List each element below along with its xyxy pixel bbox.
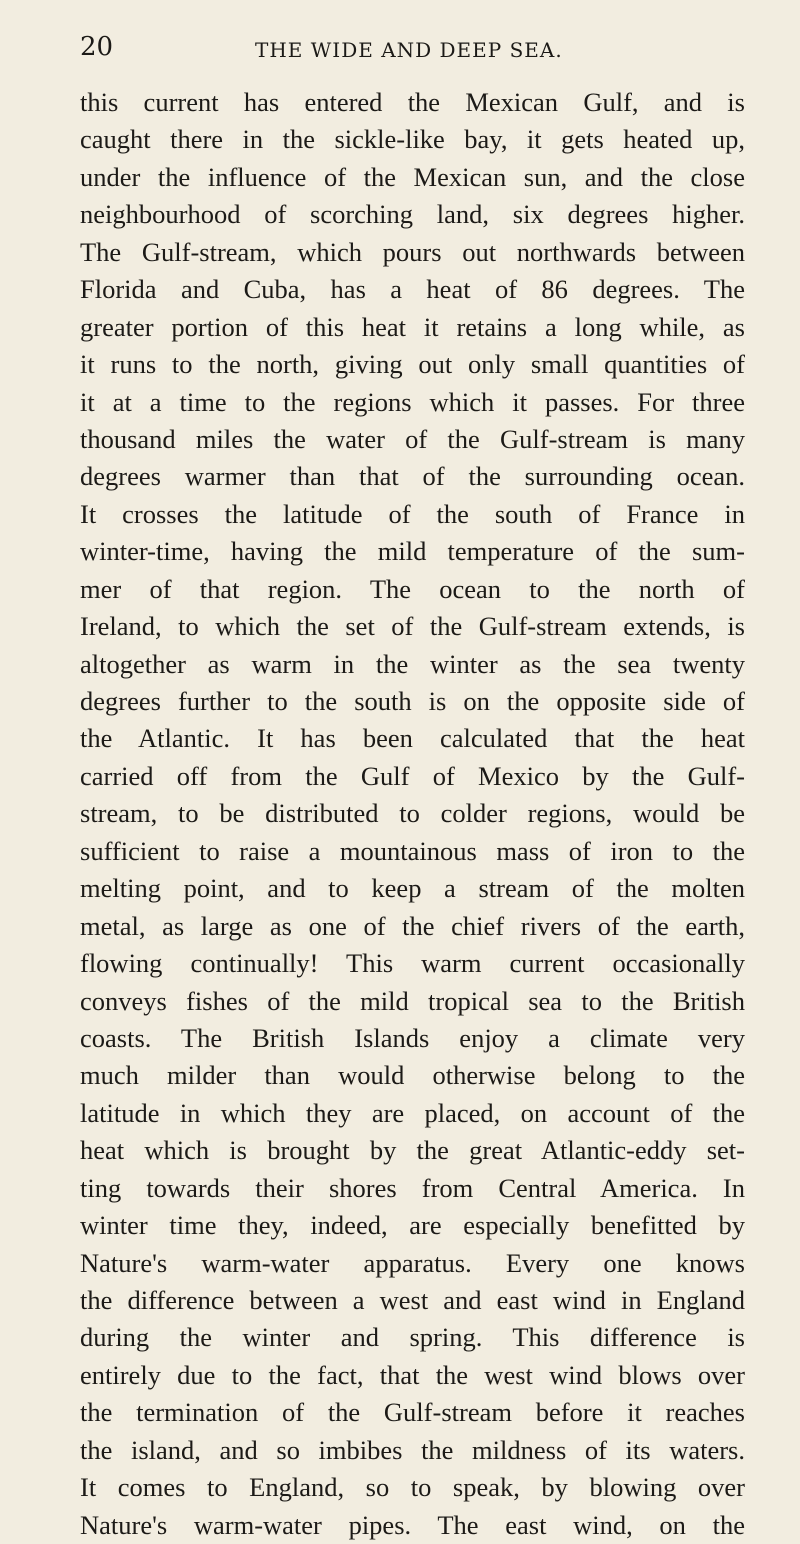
text-line: greater portion of this heat it retains a long while, as bbox=[80, 311, 745, 342]
text-line: ting towards their shores from Central America. In bbox=[80, 1172, 745, 1203]
text-line: the island, and so imbibes the mildness of its waters. bbox=[80, 1434, 745, 1465]
text-line: carried off from the Gulf of Mexico by the Gulf- bbox=[80, 760, 745, 791]
body-text bbox=[80, 84, 745, 1544]
text-line: Florida and Cuba, has a heat of 86 degrees. The bbox=[80, 274, 745, 305]
text-line: entirely due to the fact, that the west wind blows over bbox=[80, 1359, 745, 1390]
text-line: The Gulf-stream, which pours out northwards between bbox=[80, 236, 745, 267]
text-line: flowing continually! This warm current occasionally bbox=[80, 948, 745, 979]
text-line: conveys fishes of the mild tropical sea to the British bbox=[80, 985, 745, 1016]
text-line: metal, as large as one of the chief rivers of the earth, bbox=[80, 910, 745, 941]
text-line: the Atlantic. It has been calculated that the heat bbox=[80, 723, 745, 754]
text-line: degrees further to the south is on the opposite side of bbox=[80, 686, 745, 716]
text-line: It comes to England, so to speak, by blowing over bbox=[80, 1472, 745, 1503]
running-title: THE WIDE AND DEEP SEA. bbox=[255, 38, 563, 62]
text-line: it runs to the north, giving out only small quantities of bbox=[80, 349, 745, 380]
text-line: It crosses the latitude of the south of France in bbox=[80, 498, 745, 529]
text-line: altogether as warm in the winter as the sea twenty bbox=[80, 648, 745, 679]
text-line: under the influence of the Mexican sun, and the close bbox=[80, 161, 745, 192]
page-number: 20 bbox=[80, 32, 114, 62]
text-line: much milder than would otherwise belong to the bbox=[80, 1060, 745, 1091]
text-line: caught there in the sickle-like bay, it gets heated up, bbox=[80, 124, 745, 155]
text-line: thousand miles the water of the Gulf-stream is many bbox=[80, 423, 745, 454]
text-line: degrees warmer than that of the surrounding ocean. bbox=[80, 461, 745, 492]
text-line: winter time they, indeed, are especially benefitted by bbox=[80, 1210, 745, 1241]
text-line: coasts. The British Islands enjoy a climate very bbox=[80, 1022, 745, 1053]
text-line: this current has entered the Mexican Gulf, and is bbox=[80, 87, 745, 117]
text-line: it at a time to the regions which it passes. For three bbox=[80, 386, 745, 417]
text-line: sufficient to raise a mountainous mass of iron to the bbox=[80, 835, 745, 866]
text-line: Nature's warm-water apparatus. Every one knows bbox=[80, 1247, 745, 1278]
text-line: the termination of the Gulf-stream before it reaches bbox=[80, 1397, 745, 1428]
text-line: Ireland, to which the set of the Gulf-stream extends, is bbox=[80, 611, 745, 642]
text-line: heat which is brought by the great Atlantic-eddy set- bbox=[80, 1135, 745, 1166]
text-line: latitude in which they are placed, on account of the bbox=[80, 1097, 745, 1128]
text-line: neighbourhood of scorching land, six degrees higher. bbox=[80, 199, 745, 230]
text-line: stream, to be distributed to colder regions, would be bbox=[80, 798, 745, 829]
text-line: mer of that region. The ocean to the north of bbox=[80, 573, 745, 604]
text-line: during the winter and spring. This difference is bbox=[80, 1322, 745, 1353]
text-line: Nature's warm-water pipes. The east wind, on the bbox=[80, 1509, 745, 1540]
text-line: melting point, and to keep a stream of the molten bbox=[80, 873, 745, 904]
running-head bbox=[80, 26, 745, 66]
text-line: the difference between a west and east wind in England bbox=[80, 1285, 745, 1315]
text-line: winter-time, having the mild temperature of the sum- bbox=[80, 536, 745, 567]
